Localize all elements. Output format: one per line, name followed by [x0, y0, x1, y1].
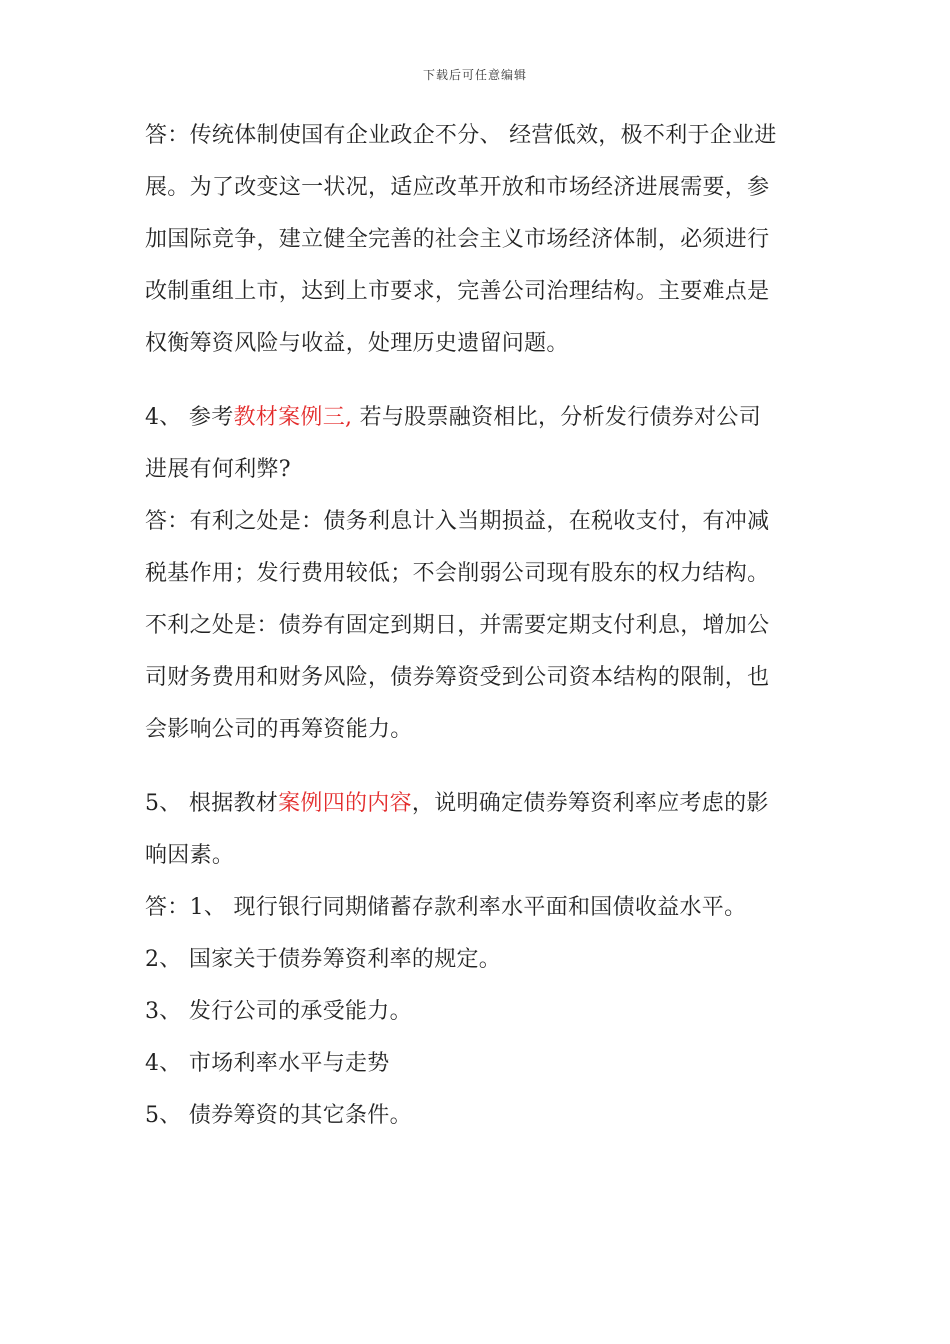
question-line: [145, 778, 810, 830]
question-line: 响因素。: [145, 843, 235, 868]
highlight-text: 案例四的内容: [278, 791, 412, 816]
answer-line: 会影响公司的再筹资能力。: [145, 717, 413, 742]
question-4: [145, 392, 810, 496]
answer-3: [145, 110, 810, 370]
question-suffix: ，说明确定债券筹资利率应考虑的影: [411, 791, 769, 816]
answer-line: 答：传统体制使国有企业政企不分、 经营低效，极不利于企业进: [145, 123, 777, 148]
answer-line: 改制重组上市，达到上市要求，完善公司治理结构。主要难点是: [145, 279, 770, 304]
answer-4: [145, 496, 810, 756]
answer-line: 税基作用；发行费用较低；不会削弱公司现有股东的权力结构。: [145, 561, 770, 586]
document-body: [145, 110, 810, 1142]
answer-line: 司财务费用和财务风险，债券筹资受到公司资本结构的限制，也: [145, 665, 770, 690]
answer-line: 答：1、 现行银行同期储蓄存款利率水平面和国债收益水平。: [145, 895, 747, 920]
question-suffix: 若与股票融资相比，分析发行债券对公司: [352, 405, 761, 430]
answer-line: 加国际竞争，建立健全完善的社会主义市场经济体制，必须进行: [145, 227, 770, 252]
question-prefix: 5、 根据教材: [145, 791, 279, 816]
answer-5: [145, 882, 810, 1142]
page-header: 下载后可任意编辑: [422, 68, 527, 82]
question-prefix: 4、 参考: [145, 405, 234, 430]
list-item: 4、 市场利率水平与走势: [145, 1051, 390, 1076]
list-item: 2、 国家关于债券筹资利率的规定。: [145, 947, 502, 972]
answer-line: 不利之处是：债券有固定到期日，并需要定期支付利息，增加公: [145, 613, 770, 638]
answer-line: 答：有利之处是：债务利息计入当期损益，在税收支付，有冲减: [145, 509, 770, 534]
answer-line: 展。为了改变这一状况，适应改革开放和市场经济进展需要，参: [145, 175, 770, 200]
answer-line: 权衡筹资风险与收益，处理历史遗留问题。: [145, 331, 569, 356]
question-5: [145, 778, 810, 882]
list-item: 3、 发行公司的承受能力。: [145, 999, 412, 1024]
list-item: 5、 债券筹资的其它条件。: [145, 1103, 412, 1128]
highlight-text: 教材案例三,: [233, 405, 353, 430]
question-line: 进展有何利弊?: [145, 457, 291, 482]
question-line: [145, 392, 810, 444]
